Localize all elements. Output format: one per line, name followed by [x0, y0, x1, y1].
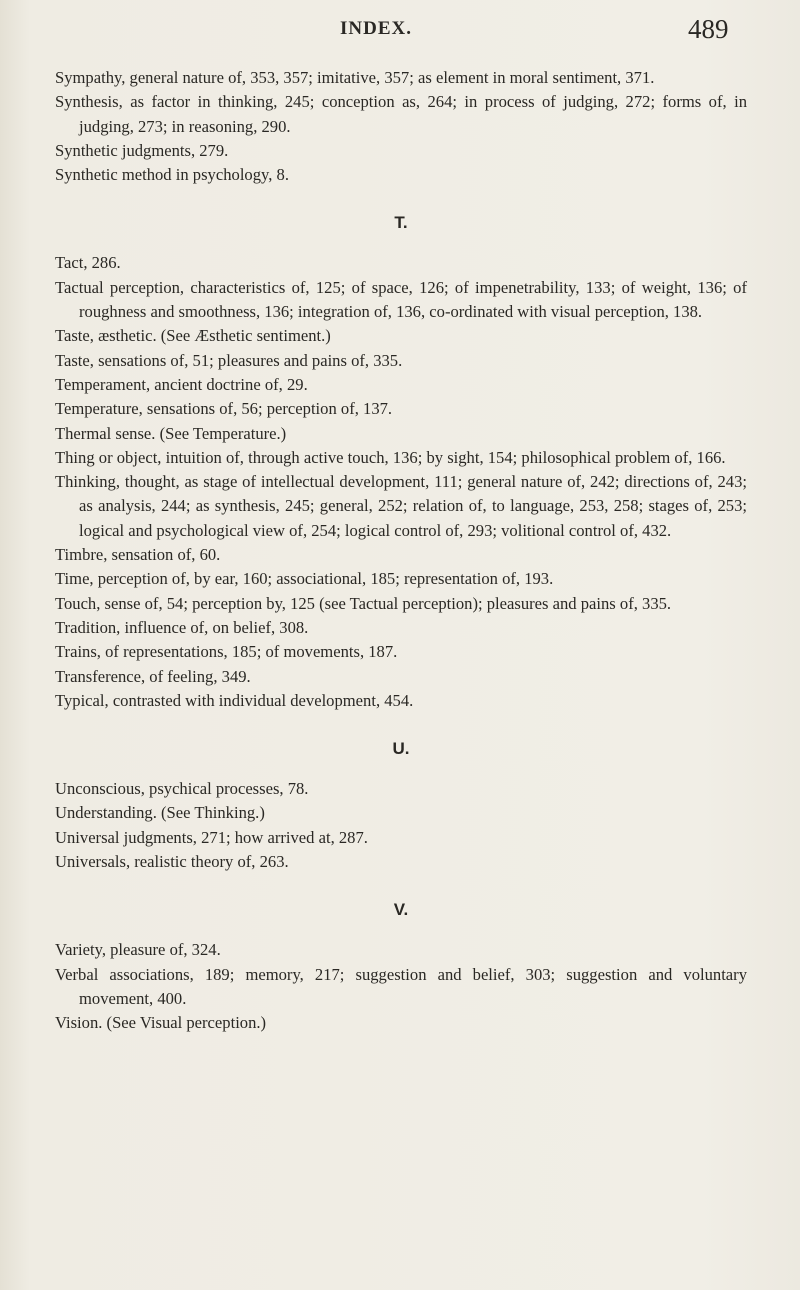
index-entry: Vision. (See Visual perception.) — [55, 1013, 267, 1033]
index-entry: Thing or object, intuition of, through active touch, 136; by sight, 154; philosophical problem of, 166. — [55, 447, 726, 467]
index-entry: Transference, of feeling, 349. — [55, 666, 251, 686]
index-entry: Universals, realistic theory of, 263. — [55, 852, 289, 872]
index-entry: Typical, contrasted with individual development, 454. — [55, 690, 414, 710]
index-entry: Touch, sense of, 54; perception by, 125 (see Tactual perception); pleasures and pains of, 335. — [55, 593, 672, 613]
section-u — [55, 777, 747, 874]
index-entry: Synthetic judgments, 279. — [55, 140, 229, 160]
page-number: 489 — [688, 14, 729, 44]
index-entry: Taste, æsthetic. (See Æsthetic sentiment.) — [55, 326, 331, 346]
index-entry: Understanding. (See Thinking.) — [55, 803, 265, 823]
index-entry: Taste, sensations of, 51; pleasures and pains of, 335. — [55, 350, 403, 370]
index-entry: Time, perception of, by ear, 160; associational, 185; representation of, 193. — [55, 569, 554, 589]
section-letter-u: U. — [392, 739, 410, 759]
index-entry: Trains, of representations, 185; of movements, 187. — [55, 642, 398, 662]
section-t — [55, 251, 747, 713]
running-title: INDEX. — [340, 18, 412, 39]
index-entry: Tactual perception, characteristics of, 125; of space, 126; of impenetrability, 133; of weight, 136; of roughness and smoothness, 136; integration of, 136, co-ordinated with visual perception, 138. — [55, 277, 747, 322]
index-entry: Thermal sense. (See Temperature.) — [55, 423, 287, 443]
index-entry: Temperament, ancient doctrine of, 29. — [55, 374, 308, 394]
index-content — [55, 66, 747, 1036]
index-entry: Variety, pleasure of, 324. — [55, 940, 221, 960]
section-s-continued — [55, 66, 747, 187]
index-entry: Sympathy, general nature of, 353, 357; imitative, 357; as element in moral sentiment, 371. — [55, 68, 655, 87]
index-entry: Synthetic method in psychology, 8. — [55, 165, 289, 185]
index-entry: Unconscious, psychical processes, 78. — [55, 779, 309, 799]
index-entry: Verbal associations, 189; memory, 217; suggestion and belief, 303; suggestion and voluntary movement, 400. — [55, 964, 747, 1008]
index-entry: Timbre, sensation of, 60. — [55, 545, 221, 565]
index-entry: Tradition, influence of, on belief, 308. — [55, 617, 309, 637]
section-letter-v: V. — [393, 900, 409, 920]
index-entry: Thinking, thought, as stage of intellectual development, 111; general nature of, 242; directions of, 243; as analysis, 244; as synthesis, 245; general, 252; relation of, to language, 253, 258; stages of, 253; logical and psychological view of, 254; logical control of, 293; volitional control of, 432. — [55, 472, 747, 540]
index-entry: Temperature, sensations of, 56; perception of, 137. — [55, 399, 393, 419]
index-entry: Tact, 286. — [55, 253, 121, 273]
section-letter-t: T. — [394, 213, 408, 233]
index-entry: Synthesis, as factor in thinking, 245; conception as, 264; in process of judging, 272; forms of, in judging, 273; in reasoning, 290. — [55, 92, 747, 136]
page-header — [0, 12, 800, 52]
index-entry: Universal judgments, 271; how arrived at, 287. — [55, 827, 368, 847]
section-v — [55, 938, 747, 1035]
